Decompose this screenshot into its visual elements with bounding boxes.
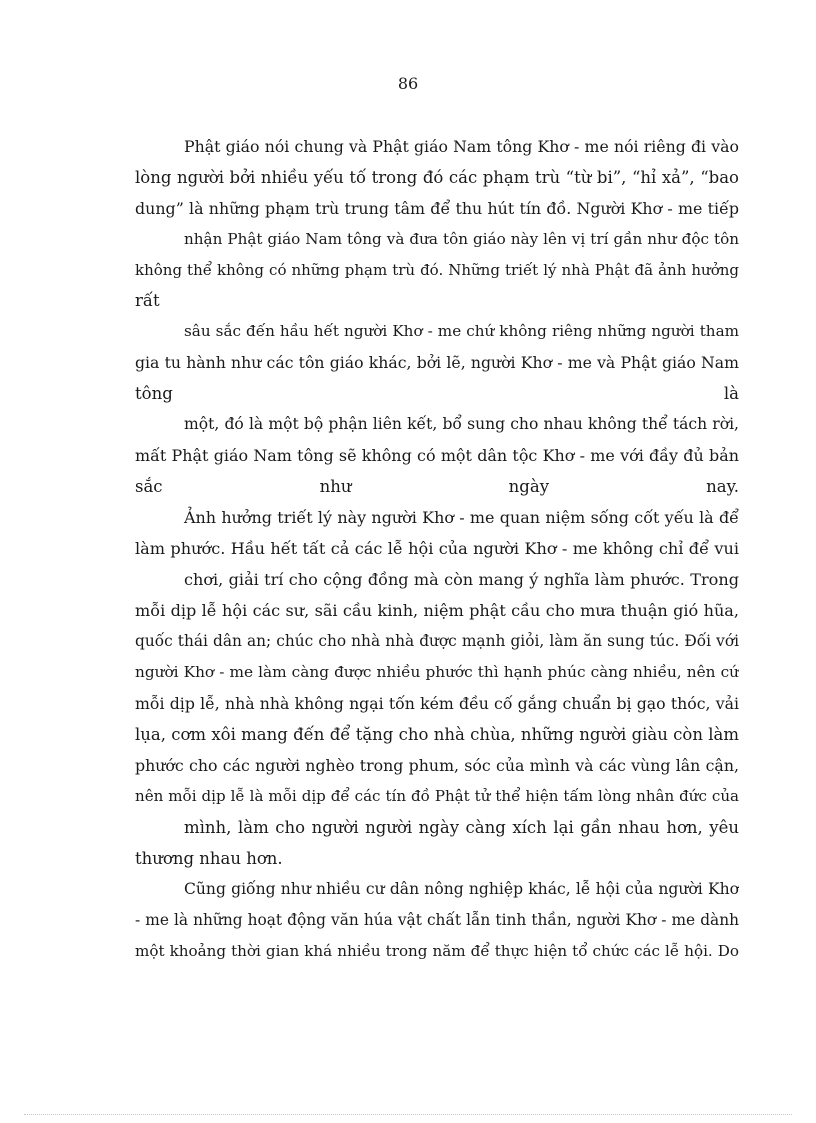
text-line: làm phước. Hầu hết tất cả các lễ hội của người Khơ - me không chỉ để vui [135,539,739,558]
text-line: sâu sắc đến hầu hết người Khơ - me chứ không riêng những người tham [184,322,739,340]
text-line: thương nhau hơn. [135,849,283,868]
body-text [135,131,739,967]
text-line: mình, làm cho người người ngày càng xích lại gần nhau hơn, yêu [184,818,739,837]
text-line: Phật giáo nói chung và Phật giáo Nam tông Khơ - me nói riêng đi vào [184,137,739,156]
text-line: dung” là những phạm trù trung tâm để thu hút tín đồ. Người Khơ - me tiếp [135,199,739,218]
text-line: chơi, giải trí cho cộng đồng mà còn mang ý nghĩa làm phước. Trong [184,570,739,589]
text-line: mỗi dịp lễ hội các sư, sãi cầu kinh, niệm phật cầu cho mưa thuận gió hũa, [135,601,739,620]
text-line: nên mỗi dịp lễ là mỗi dịp để các tín đồ Phật tử thể hiện tấm lòng nhân đức của [135,787,739,805]
text-line: một khoảng thời gian khá nhiều trong năm để thực hiện tổ chức các lễ hội. Do [135,942,739,960]
text-line: Cũng giống như nhiều cư dân nông nghiệp khác, lễ hội của người Khơ [184,880,739,898]
text-line: sắc như ngày nay. [135,477,739,496]
text-line: lòng người bởi nhiều yếu tố trong đó các phạm trù “từ bi”, “hỉ xả”, “bao [135,168,739,187]
text-line: mỗi dịp lễ, nhà nhà không ngại tốn kém đều cố gắng chuẩn bị gạo thóc, vải [135,694,739,713]
text-line: phước cho các người nghèo trong phum, sóc của mình và các vùng lân cận, [135,756,739,775]
text-line: rất [135,291,160,310]
text-line: mất Phật giáo Nam tông sẽ không có một dân tộc Khơ - me với đầy đủ bản [135,446,739,465]
text-line: - me là những hoạt động văn húa vật chất lẫn tinh thần, người Khơ - me dành [135,911,739,929]
text-line: nhận Phật giáo Nam tông và đưa tôn giáo này lên vị trí gần như độc tôn [184,230,739,248]
text-line: gia tu hành như các tôn giáo khác, bởi lẽ, người Khơ - me và Phật giáo Nam [135,353,739,372]
text-line: một, đó là một bộ phận liên kết, bổ sung cho nhau không thể tách rời, [184,415,739,433]
text-line: tông là [135,384,739,403]
text-line: người Khơ - me làm càng được nhiều phước thì hạnh phúc càng nhiều, nên cứ [135,663,739,681]
text-line: quốc thái dân an; chúc cho nhà nhà được mạnh giỏi, làm ăn sung túc. Đối với [135,632,739,650]
text-line: lụa, cơm xôi mang đến để tặng cho nhà chùa, những người giàu còn làm [135,725,739,744]
text-line: không thể không có những phạm trù đó. Những triết lý nhà Phật đã ảnh hưởng [135,261,739,279]
footer-divider [24,1114,792,1115]
text-line: Ảnh hưởng triết lý này người Khơ - me quan niệm sống cốt yếu là để [184,508,739,527]
page-number: 86 [397,74,419,93]
